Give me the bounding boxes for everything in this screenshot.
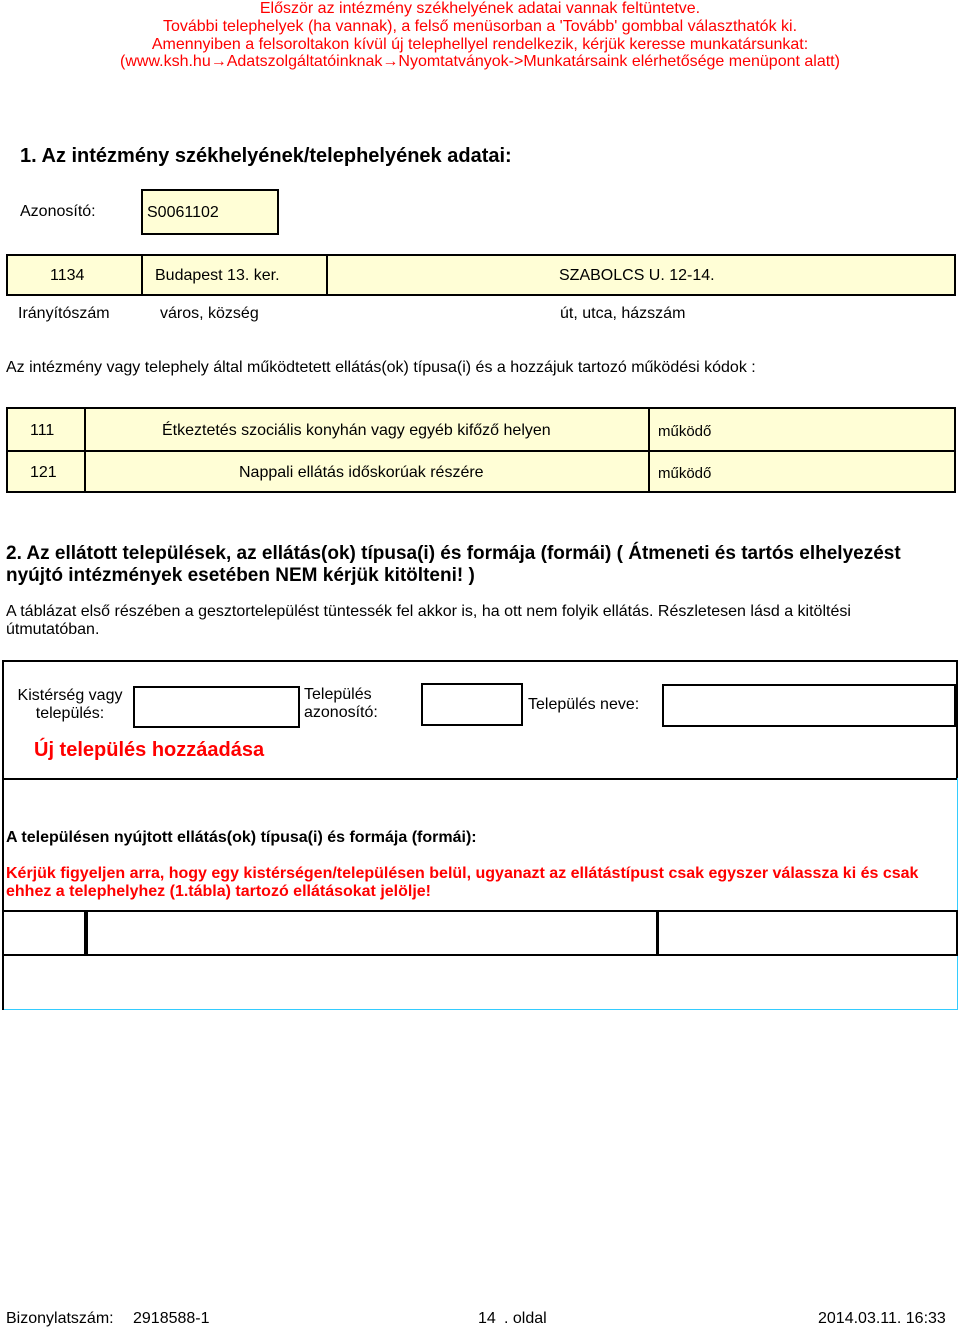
settlement-name-label: Település neve: <box>528 696 640 713</box>
city-value: Budapest 13. ker. <box>155 267 280 284</box>
notice-line-4: (www.ksh.hu→Adatszolgáltatóinknak→Nyomtatványok->Munkatársaink elérhetősége menüpont alatt) <box>120 53 840 70</box>
types-form-cell[interactable] <box>659 912 956 954</box>
id-label: Azonosító: <box>20 203 96 220</box>
zip-label: Irányítószám <box>18 305 110 322</box>
street-label: út, utca, házszám <box>560 305 686 322</box>
service-code: 121 <box>30 464 57 481</box>
service-code: 111 <box>30 422 55 439</box>
types-title: A településen nyújtott ellátás(ok) típusa(i) és formája (formái): <box>6 829 477 846</box>
types-table <box>2 910 958 956</box>
section2-title: 2. Az ellátott települések, az ellátás(ok) típusa(i) és formája (formái) ( Átmeneti és tartós elhelyezést nyújtó intézmények esetében NEM kérjük kitölteni! ) <box>6 543 901 586</box>
service-name: Étkeztetés szociális konyhán vagy egyéb kifőző helyen <box>162 422 551 439</box>
settlement-panel <box>2 660 958 780</box>
notice-line-3: Amennyiben a felsoroltakon kívül új telephellyel rendelkezik, kérjük keresse munkatársunkat: <box>151 36 809 53</box>
section2-note: A táblázat első részében a gesztortelepülést tüntessék fel akkor is, ha ott nem folyik ellátás. Részletesen lásd a kitöltési útmutatóban. <box>6 603 851 638</box>
service-name: Nappali ellátás időskorúak részére <box>239 464 484 481</box>
service-status: működő <box>658 423 712 440</box>
notice-line-1: Először az intézmény székhelyének adatai vannak feltüntetve. <box>259 0 701 17</box>
region-label: Kistérség vagy település: <box>17 687 123 722</box>
id-field[interactable] <box>141 189 279 235</box>
doc-number: 2918588-1 <box>133 1310 210 1327</box>
timestamp: 2014.03.11. 16:33 <box>818 1310 946 1327</box>
service-status: működő <box>658 465 712 482</box>
doc-number-label: Bizonylatszám: <box>6 1310 114 1327</box>
service-row <box>8 452 954 491</box>
city-label: város, község <box>160 305 259 322</box>
types-warning: Kérjük figyeljen arra, hogy egy kistérségen/településen belül, ugyanazt az ellátástípust csak egyszer válassza ki és csak ehhez a telephelyhez (1.tábla) tartozó ellátásokat jelölje! <box>6 865 919 900</box>
zip-value: 1134 <box>50 267 85 284</box>
services-intro: Az intézmény vagy telephely által működtetett ellátás(ok) típusa(i) és a hozzájuk tartozó működési kódok : <box>6 359 756 376</box>
services-table <box>6 407 956 493</box>
street-value: SZABOLCS U. 12-14. <box>559 267 715 284</box>
id-value: S0061102 <box>147 204 219 221</box>
add-settlement-button[interactable]: Új település hozzáadása <box>34 739 265 761</box>
notice-line-2: További telephelyek (ha vannak), a felső menüsorban a 'Tovább' gombbal választhatók ki. <box>162 18 798 35</box>
service-row <box>8 409 954 450</box>
types-code-cell[interactable] <box>4 912 84 954</box>
types-name-cell[interactable] <box>88 912 656 954</box>
settlement-name-input[interactable] <box>662 684 956 727</box>
region-input[interactable] <box>133 686 300 728</box>
settlement-id-label: Település azonosító: <box>304 686 378 721</box>
section1-title: 1. Az intézmény székhelyének/telephelyének adatai: <box>20 145 512 167</box>
frame-left-border <box>2 778 4 1010</box>
page-suffix: . oldal <box>504 1310 547 1327</box>
address-row <box>6 254 956 296</box>
page-number: 14 <box>478 1310 496 1327</box>
settlement-id-input[interactable] <box>421 683 523 726</box>
